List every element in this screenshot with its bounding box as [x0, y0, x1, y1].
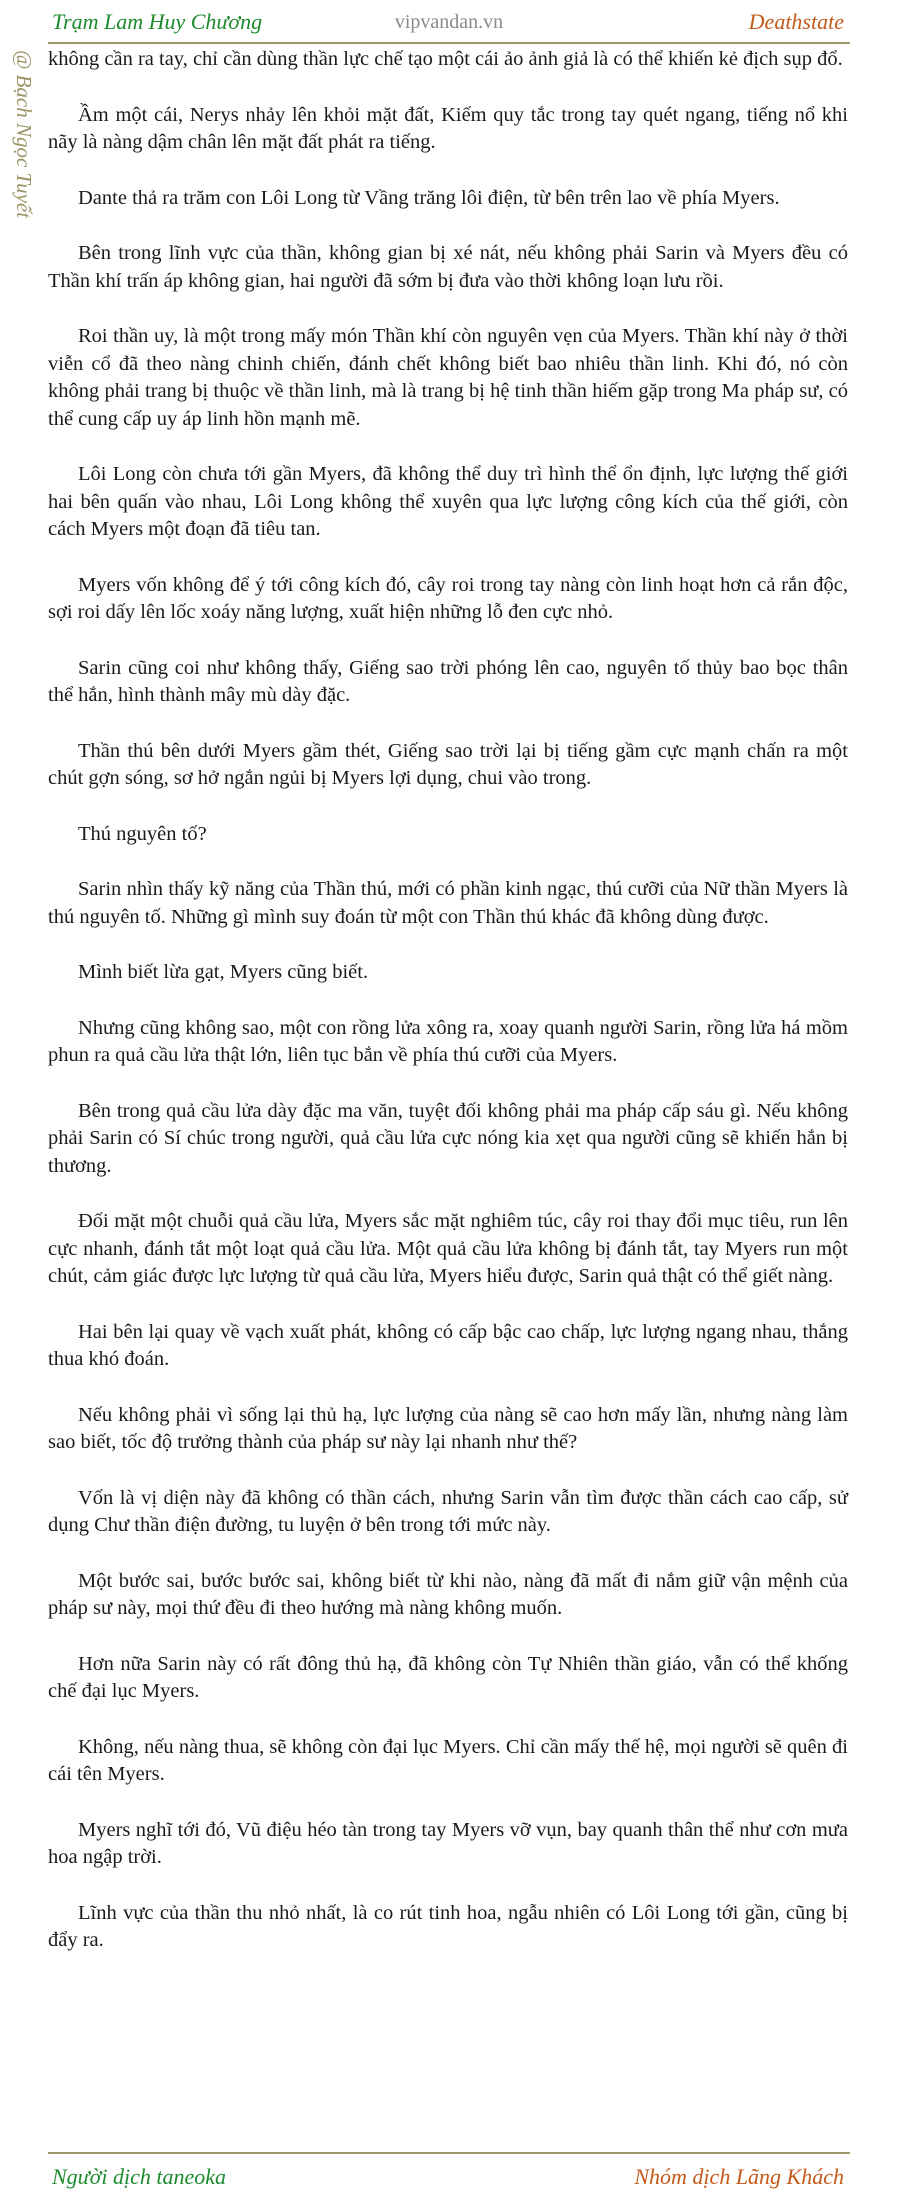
- header-url: vipvandan.vn: [394, 11, 504, 33]
- paragraph: Ầm một cái, Nerys nhảy lên khỏi mặt đất, Kiếm quy tắc trong tay quét ngang, tiếng nổ khi nãy là nàng dậm chân lên mặt đất phát ra tiếng.: [48, 103, 848, 153]
- footer-translation-group: Nhóm dịch Lãng Khách: [634, 2164, 844, 2189]
- paragraph: Thú nguyên tố?: [78, 822, 207, 845]
- paragraph: Myers vốn không để ý tới công kích đó, cây roi trong tay nàng còn linh hoạt hơn cả rắn độc, sợi roi dấy lên lốc xoáy năng lượng, xuất hiện những lỗ đen cực nhỏ.: [48, 573, 848, 623]
- header-site-name: Trạm Lam Huy Chương: [52, 9, 263, 34]
- paragraph: Không, nếu nàng thua, sẽ không còn đại lục Myers. Chỉ cần mấy thế hệ, mọi người sẽ quên đi cái tên Myers.: [48, 1735, 848, 1785]
- sidebar-watermark: [5, 50, 41, 290]
- paragraph: Thần thú bên dưới Myers gầm thét, Giếng sao trời lại bị tiếng gầm cực mạnh chấn ra một chút gợn sóng, sơ hở ngắn ngủi bị Myers lợi dụng, chui vào trong.: [48, 739, 848, 789]
- paragraph: Nhưng cũng không sao, một con rồng lửa xông ra, xoay quanh người Sarin, rồng lửa há mồm phun ra quả cầu lửa thật lớn, liên tục bắn về phía thú cưỡi của Myers.: [48, 1016, 848, 1066]
- paragraph: Vốn là vị diện này đã không có thần cách, nhưng Sarin vẫn tìm được thần cách cao cấp, sử dụng Chư thần điện đường, tu luyện ở bên trong tới mức này.: [48, 1486, 848, 1536]
- paragraph: Nếu không phải vì sống lại thủ hạ, lực lượng của nàng sẽ cao hơn mấy lần, nhưng nàng làm sao biết, tốc độ trưởng thành của pháp sư này lại nhanh như thế?: [48, 1403, 848, 1453]
- paragraph: Roi thần uy, là một trong mấy món Thần khí còn nguyên vẹn của Myers. Thần khí này ở thời viễn cổ đã theo nàng chinh chiến, đánh chết không biết bao nhiêu thần linh. Khi đó, nó còn không phải trang bị thuộc về thần linh, mà là trang bị hệ tinh thần hiếm gặp trong Ma pháp sư, có thể cung cấp uy áp linh hồn mạnh mẽ.: [48, 325, 848, 430]
- chapter-text: [48, 46, 848, 1983]
- sidebar-author-credit: @ Bạch Ngọc Tuyết: [12, 50, 36, 219]
- paragraph: không cần ra tay, chỉ cần dùng thần lực chế tạo một cái ảo ảnh giả là có thể khiến kẻ địch sụp đổ.: [48, 48, 843, 70]
- paragraph: Sarin cũng coi như không thấy, Giếng sao trời phóng lên cao, nguyên tố thủy bao bọc thân thể hắn, hình thành mây mù dày đặc.: [48, 656, 848, 706]
- page-footer: [48, 2152, 850, 2198]
- paragraph: Dante thả ra trăm con Lôi Long từ Vầng trăng lôi điện, từ bên trên lao về phía Myers.: [78, 186, 780, 209]
- paragraph: Hơn nữa Sarin này có rất đông thủ hạ, đã không còn Tự Nhiên thần giáo, vẫn có thể khống chế đại lục Myers.: [48, 1652, 848, 1702]
- paragraph: Bên trong quả cầu lửa dày đặc ma văn, tuyệt đối không phải ma pháp cấp sáu gì. Nếu không phải Sarin có Sí chúc trong người, quả cầu lửa cực nóng kia xẹt qua người cũng sẽ khiến hắn bị thương.: [48, 1099, 848, 1177]
- paragraph: Sarin nhìn thấy kỹ năng của Thần thú, mới có phần kinh ngạc, thú cưỡi của Nữ thần Myers là thú nguyên tố. Những gì mình suy đoán từ một con Thần thú khác đã không dùng được.: [48, 878, 848, 928]
- paragraph: Mình biết lừa gạt, Myers cũng biết.: [78, 961, 369, 983]
- paragraph: Myers nghĩ tới đó, Vũ điệu héo tàn trong tay Myers vỡ vụn, bay quanh thân thể như cơn mưa hoa ngập trời.: [48, 1818, 848, 1868]
- footer-translator: Người dịch taneoka: [52, 2164, 227, 2189]
- paragraph: Hai bên lại quay về vạch xuất phát, không có cấp bậc cao chấp, lực lượng ngang nhau, thắng thua khó đoán.: [48, 1320, 848, 1370]
- paragraph: Đối mặt một chuỗi quả cầu lửa, Myers sắc mặt nghiêm túc, cây roi thay đổi mục tiêu, run lên cực nhanh, đánh tắt một loạt quả cầu lửa. Một quả cầu lửa không bị đánh tắt, tay Myers run một chút, cảm giác được lực lượng từ quả cầu lửa, Myers hiểu được, Sarin quả thật có thể giết nàng.: [48, 1210, 848, 1287]
- paragraph: Một bước sai, bước bước sai, không biết từ khi nào, nàng đã mất đi nắm giữ vận mệnh của pháp sư này, mọi thứ đều đi theo hướng mà nàng không muốn.: [48, 1569, 848, 1619]
- page-header: [48, 0, 850, 44]
- paragraph: Bên trong lĩnh vực của thần, không gian bị xé nát, nếu không phải Sarin và Myers đều có Thần khí trấn áp không gian, hai người đã sớm bị đưa vào thời không loạn lưu rồi.: [48, 242, 848, 292]
- paragraph: Lôi Long còn chưa tới gần Myers, đã không thể duy trì hình thể ổn định, lực lượng thế giới hai bên quấn vào nhau, Lôi Long không thể xuyên qua lực lượng công kích của thế giới, còn cách Myers một đoạn đã tiêu tan.: [48, 463, 848, 540]
- header-book-title: Deathstate: [748, 9, 844, 34]
- paragraph: Lĩnh vực của thần thu nhỏ nhất, là co rút tinh hoa, ngẫu nhiên có Lôi Long tới gần, cũng bị đẩy ra.: [48, 1901, 848, 1951]
